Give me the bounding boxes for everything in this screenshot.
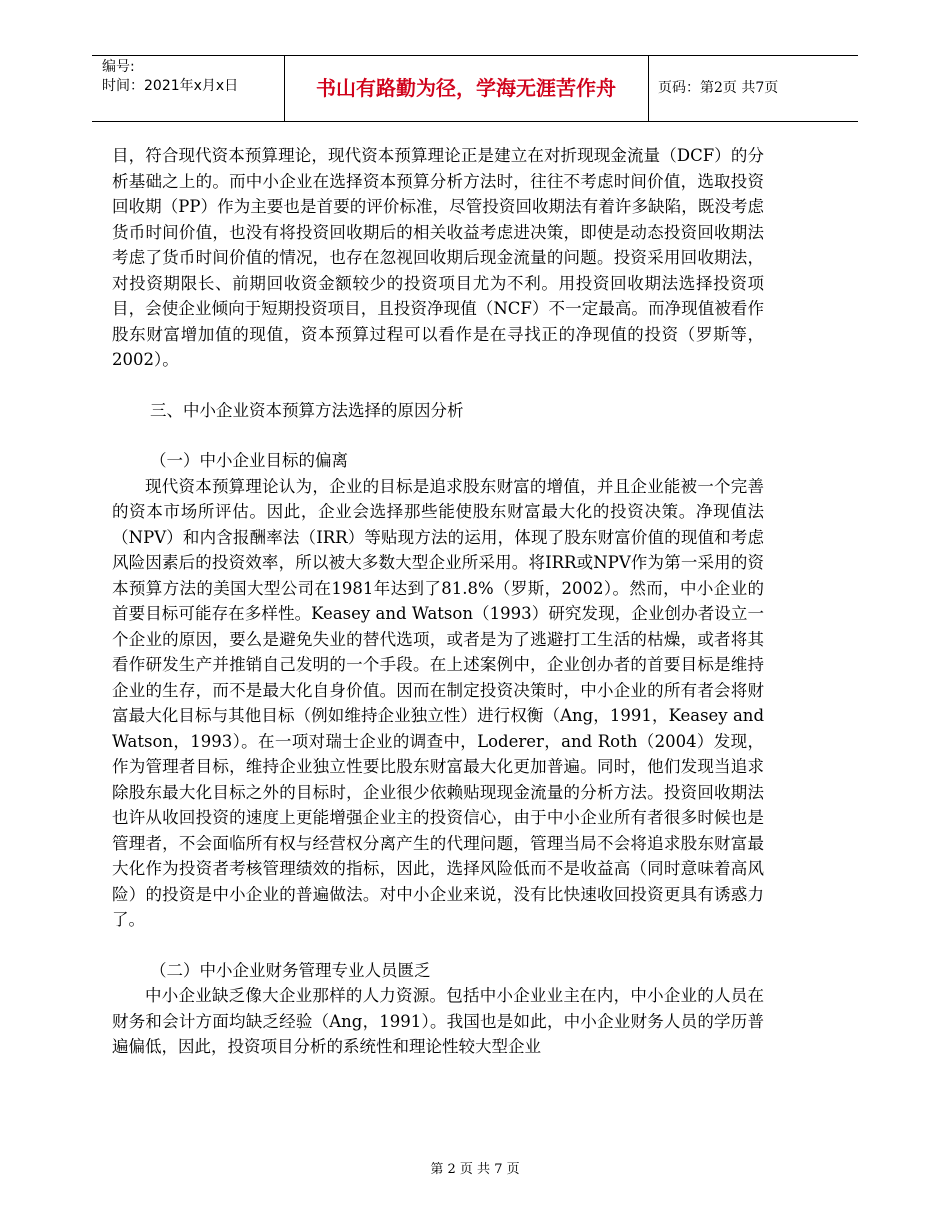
- header-page-info: 页码：第2页 共7页: [658, 80, 779, 96]
- page-header: [92, 55, 858, 122]
- header-divider-1: [284, 56, 285, 121]
- header-motto: 书山有路勤为径，学海无涯苦作舟: [316, 76, 616, 100]
- header-number-label: 编号:: [102, 59, 135, 75]
- section-heading-3: 三、中小企业资本预算方法选择的原因分析: [149, 400, 464, 420]
- paragraph-2: 现代资本预算理论认为，企业的目标是追求股东财富的增值，并且企业能被一个完善的资本市场所评估。因此，企业会选择那些能使股东财富最大化的投资决策。净现值法（NPV）和内含报酬率法（IRR）等贴现方法的运用，体现了股东财富价值的现值和考虑风险因素后的投资效率，所以被大多数大型企业所采用。将IRR或NPV作为第一采用的资本预算方法的美国大型公司在1981年达到了81.8%（罗斯，2002）。然而，中小企业的首要目标可能存在多样性。Keasey and Watson（1993）研究发现，企业创办者设立一个企业的原因，要么是避免失业的替代选项，或者是为了逃避打工生活的枯燥，或者将其看作研发生产并推销自己发明的一个手段。在上述案例中，企业创办者的首要目标是维持企业的生存，而不是最大化自身价值。因而在制定投资决策时，中小企业的所有者会将财富最大化目标与其他目标（例如维持企业独立性）进行权衡（Ang，1991，Keasey and Watson，1993）。在一项对瑞士企业的调查中，Loderer，and Roth（2004）发现，作为管理者目标，维持企业独立性要比股东财富最大化更加普遍。同时，他们发现当追求除股东最大化目标之外的目标时，企业很少依赖贴现现金流量的分析方法。投资回收期法也许从收回投资的速度上更能增强企业主的投资信心，由于中小企业所有者很多时候也是管理者，不会面临所有权与经营权分离产生的代理问题，管理当局不会将追求股东财富最大化作为投资者考核管理绩效的指标，因此，选择风险低而不是收益高（同时意味着高风险）的投资是中小企业的普遍做法。对中小企业来说，没有比快速收回投资更具有诱惑力了。: [112, 476, 764, 929]
- paragraph-1: 目，符合现代资本预算理论，现代资本预算理论正是建立在对折现现金流量（DCF）的分析基础之上的。而中小企业在选择资本预算分析方法时，往往不考虑时间价值，选取投资回收期（PP）作为主要也是首要的评价标准，尽管投资回收期法有着许多缺陷，既没考虑货币时间价值，也没有将投资回收期后的相关收益考虑进决策，即使是动态投资回收期法考虑了货币时间价值的情况，也存在忽视回收期后现金流量的问题。投资采用回收期法，对投资期限长、前期回收资金额较少的投资项目尤为不利。用投资回收期法选择投资项目，会使企业倾向于短期投资项目，且投资净现值（NCF）不一定最高。而净现值被看作股东财富增加值的现值，资本预算过程可以看作是在寻找正的净现值的投资（罗斯等，2002）。: [112, 146, 764, 369]
- header-divider-2: [648, 56, 649, 121]
- subsection-heading-2: （二）中小企业财务管理专业人员匮乏: [149, 960, 431, 980]
- page-footer: 第 2 页 共 7 页: [430, 1162, 520, 1177]
- subsection-heading-1: （一）中小企业目标的偏离: [149, 451, 348, 470]
- paragraph-3: 中小企业缺乏像大企业那样的人力资源。包括中小企业业主在内，中小企业的人员在财务和会计方面均缺乏经验（Ang，1991）。我国也是如此，中小企业财务人员的学历普遍偏低，因此，投资项目分析的系统性和理论性较大型企业: [112, 986, 764, 1056]
- header-time-label: 时间：2021年x月x日: [102, 78, 239, 94]
- document-body: [112, 143, 764, 1060]
- header-meta: [102, 58, 282, 96]
